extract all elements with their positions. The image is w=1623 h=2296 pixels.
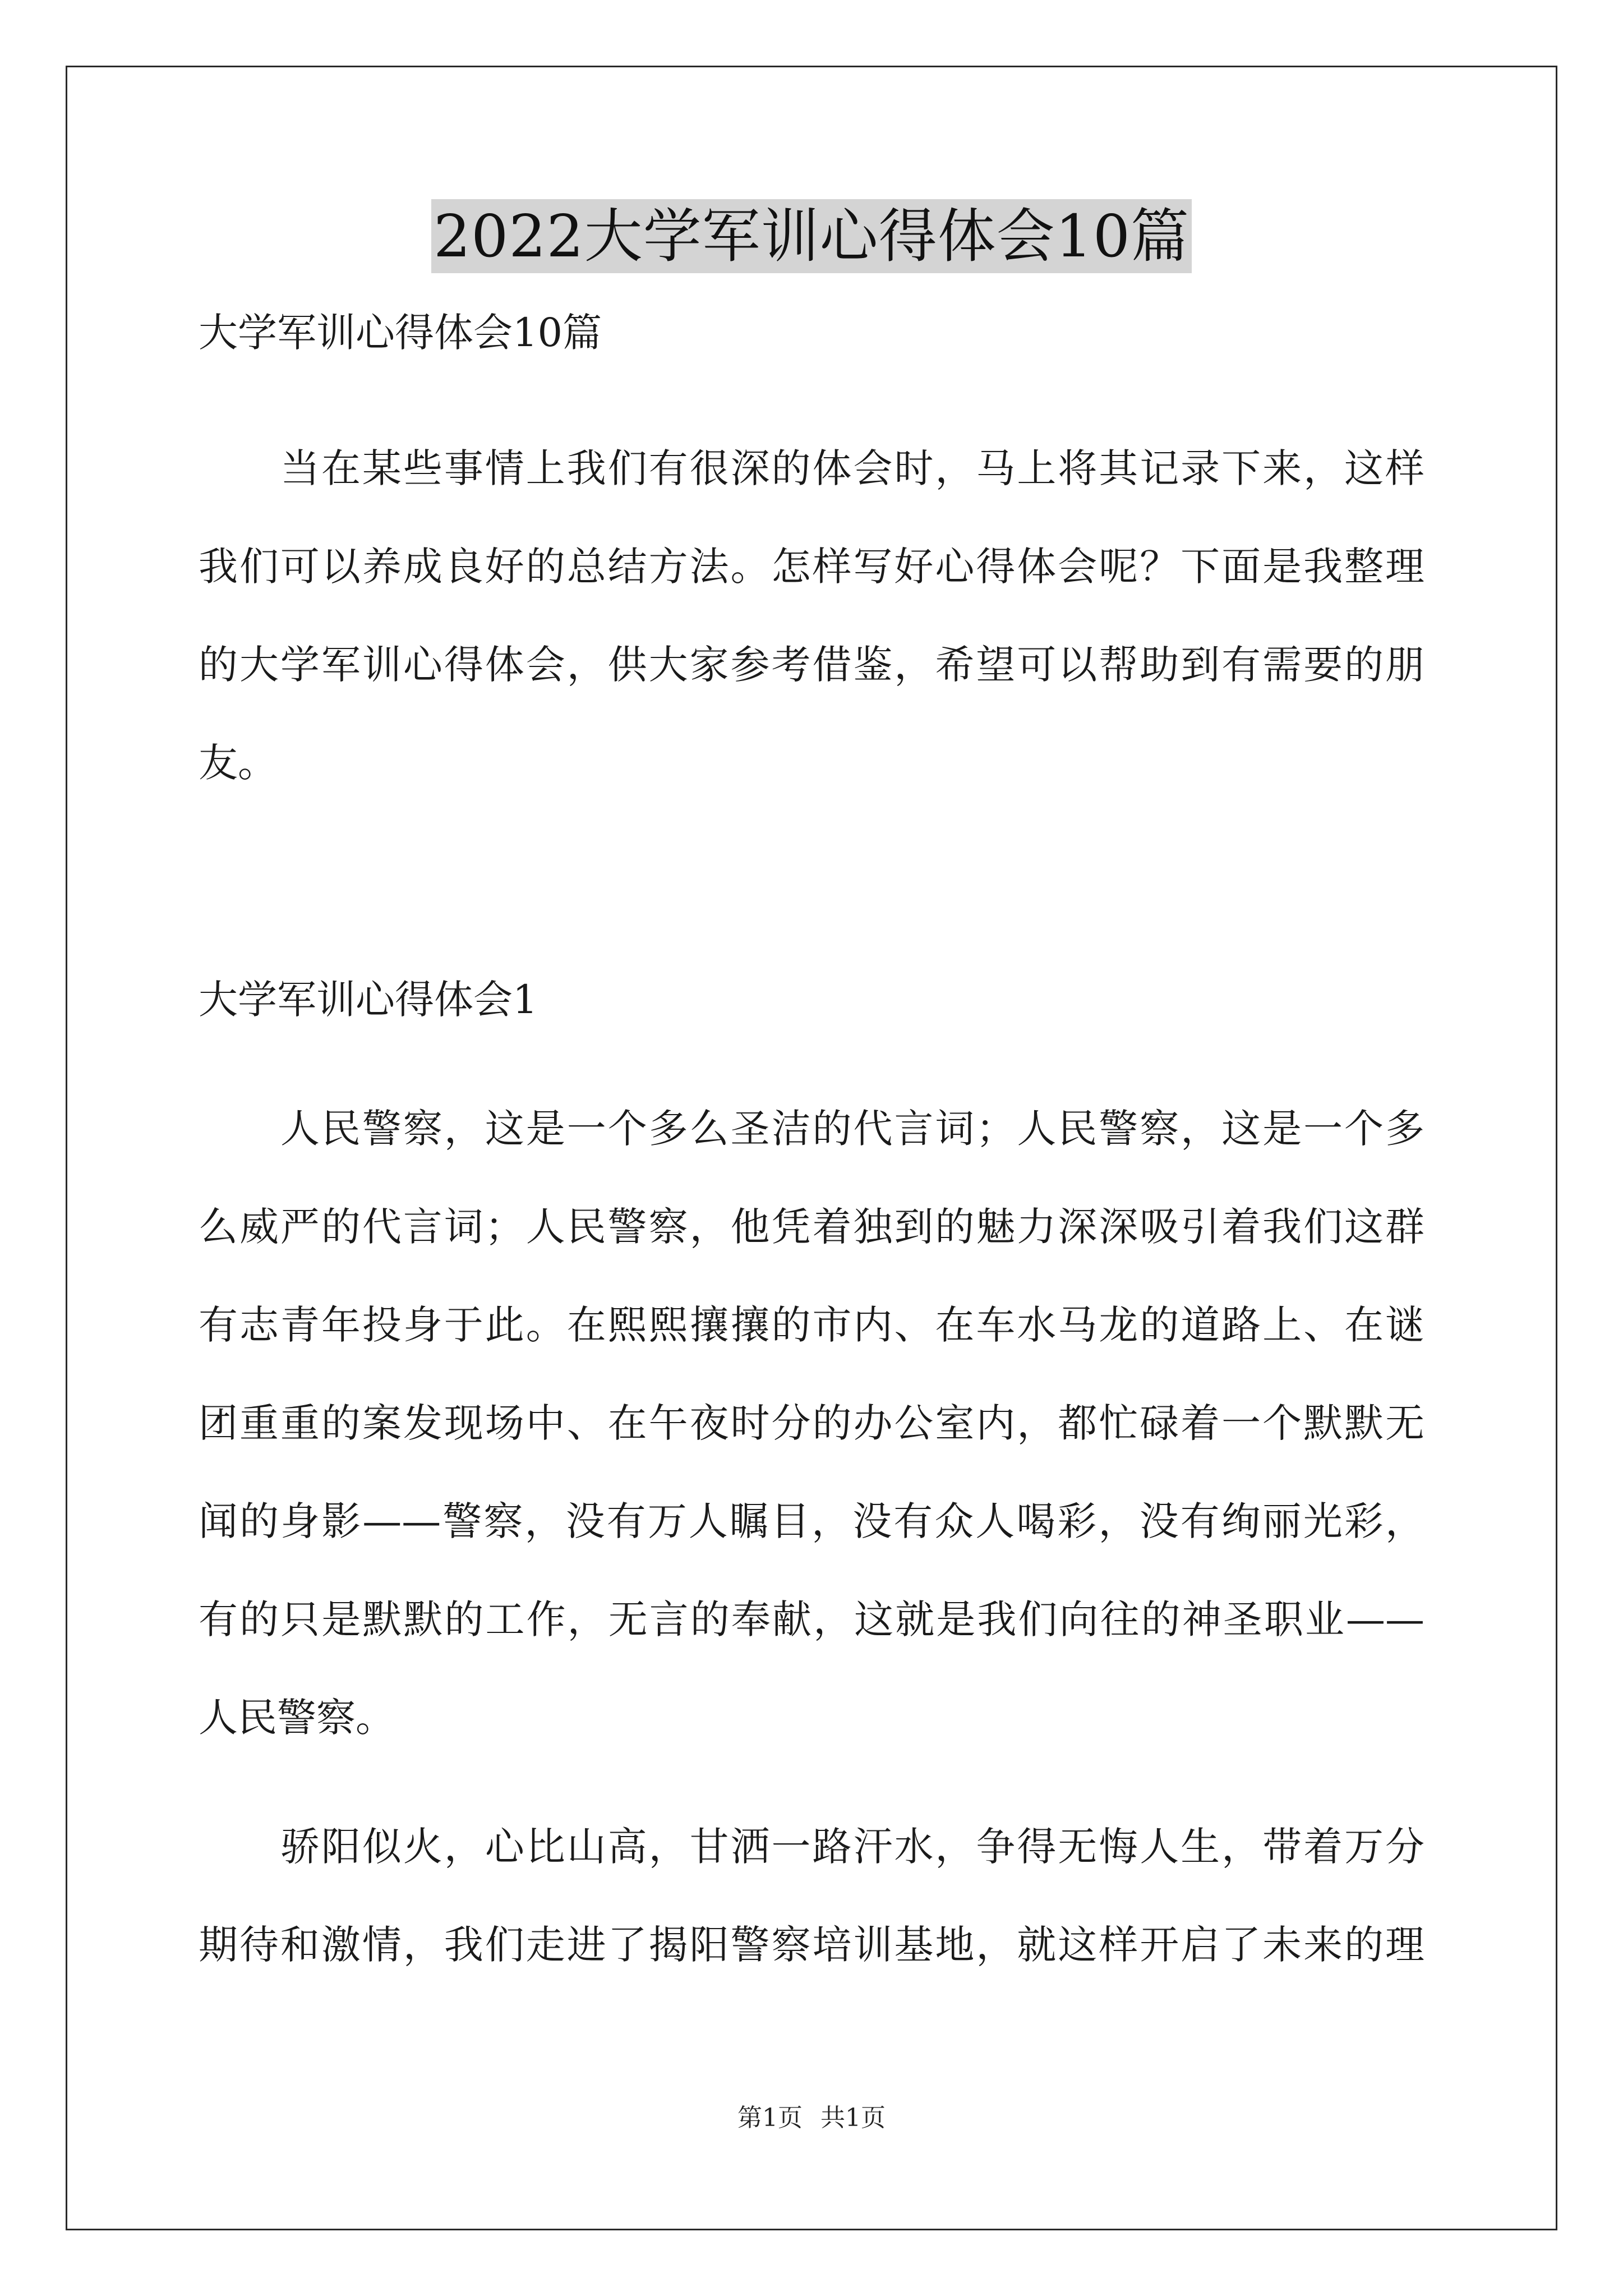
paragraph-line: 么威严的代言词；人民警察，他凭着独到的魅力深深吸引着我们这群 [199,1204,1424,1250]
paragraph-line: 有的只是默默的工作，无言的奉献，这就是我们向往的神圣职业—— [199,1596,1424,1642]
section-heading: 大学军训心得体会1 [199,977,538,1023]
paragraph-line: 骄阳似火，心比山高，甘洒一路汗水，争得无悔人生，带着万分 [280,1824,1424,1870]
paragraph-line: 有志青年投身于此。在熙熙攘攘的市内、在车水马龙的道路上、在谜 [199,1302,1424,1348]
intro-line: 我们可以养成良好的总结方法。怎样写好心得体会呢？下面是我整理 [199,544,1424,590]
document-title: 2022大学军训心得体会10篇 [431,199,1192,273]
paragraph-line: 人民警察。 [199,1695,395,1741]
intro-line: 当在某些事情上我们有很深的体会时，马上将其记录下来，这样 [280,445,1424,491]
intro-line: 的大学军训心得体会，供大家参考借鉴，希望可以帮助到有需要的朋 [199,642,1424,688]
page-footer: 第1页 共1页 [737,2104,886,2132]
intro-line: 友。 [199,740,277,786]
document-subtitle: 大学军训心得体会10篇 [199,310,602,356]
paragraph-line: 团重重的案发现场中、在午夜时分的办公室内，都忙碌着一个默默无 [199,1400,1424,1446]
paragraph-line: 期待和激情，我们走进了揭阳警察培训基地，就这样开启了未来的理 [199,1922,1424,1968]
paragraph-line: 人民警察，这是一个多么圣洁的代言词；人民警察，这是一个多 [280,1106,1424,1152]
title-wrap [0,199,1623,273]
paragraph-line: 闻的身影——警察，没有万人瞩目，没有众人喝彩，没有绚丽光彩， [199,1498,1424,1544]
